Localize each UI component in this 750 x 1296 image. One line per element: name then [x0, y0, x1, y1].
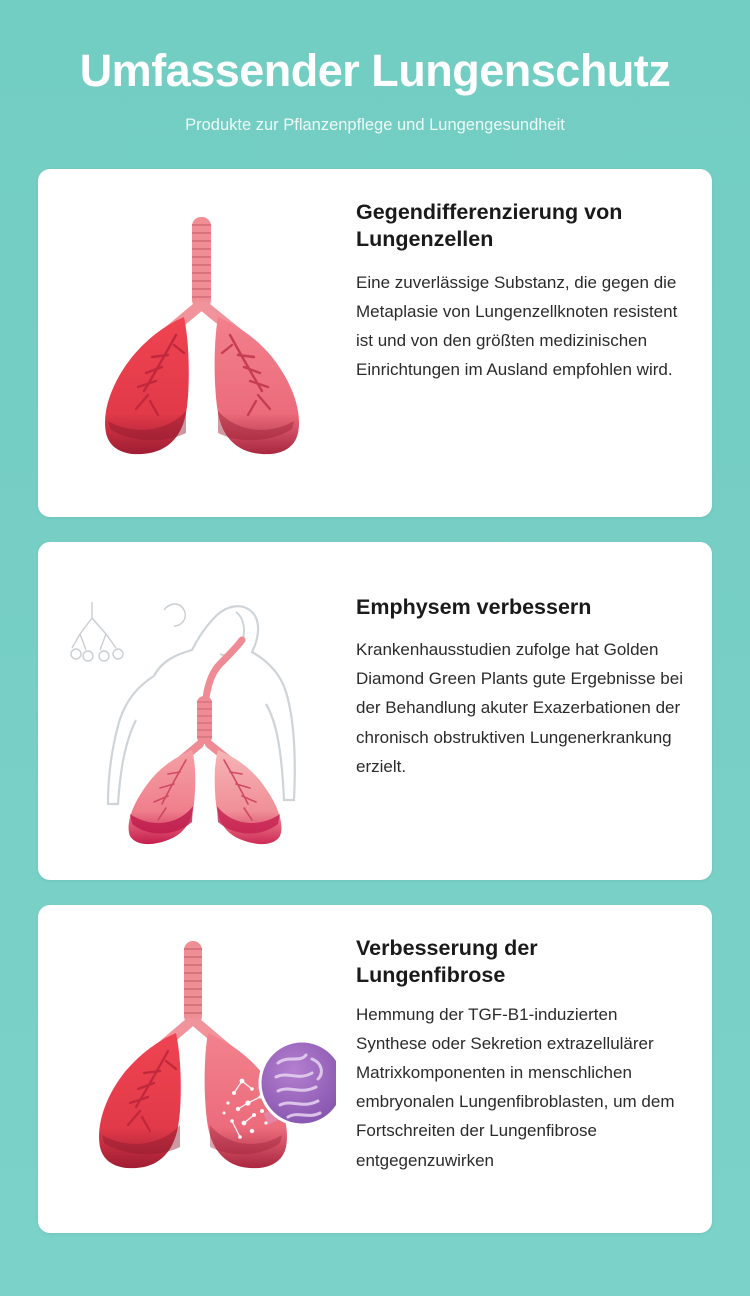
lungs-illustration	[56, 191, 346, 495]
feature-card[interactable]	[38, 542, 712, 880]
lung-fibrosis-illustration	[56, 927, 346, 1211]
feature-card[interactable]	[38, 905, 712, 1233]
card-title: Emphysem verbessern	[356, 594, 592, 619]
page-subtitle: Produkte zur Pflanzenpflege und Lungengesundheit	[185, 115, 565, 134]
card-list	[0, 169, 750, 1233]
card-body	[356, 927, 686, 1175]
respiratory-system-diagram	[56, 564, 346, 858]
card-text: Krankenhausstudien zufolge hat Golden Diamond Green Plants gute Ergebnisse bei der Behandlung akuter Exazerbationen der chronisch obstruktiven Lungenerkrankung erzielt.	[356, 640, 683, 776]
card-text: Hemmung der TGF-B1-induzierten Synthese oder Sekretion extrazellulärer Matrixkomponenten in menschlichen embryonalen Lungenfibroblasten, um dem Fortschreiten der Lungenfibrose entgegenzuwirken	[356, 1004, 675, 1170]
page-title: Umfassender Lungenschutz	[79, 45, 671, 96]
card-body	[356, 564, 686, 782]
page-header	[0, 0, 750, 135]
feature-card[interactable]	[38, 169, 712, 517]
card-body	[356, 191, 686, 385]
card-title: Verbesserung der Lungenfibrose	[356, 935, 538, 988]
card-title: Gegendifferenzierung von Lungenzellen	[356, 199, 623, 252]
card-text: Eine zuverlässige Substanz, die gegen die Metaplasie von Lungenzellknoten resistent ist und von den größten medizinischen Einrichtungen im Ausland empfohlen wird.	[356, 272, 678, 380]
